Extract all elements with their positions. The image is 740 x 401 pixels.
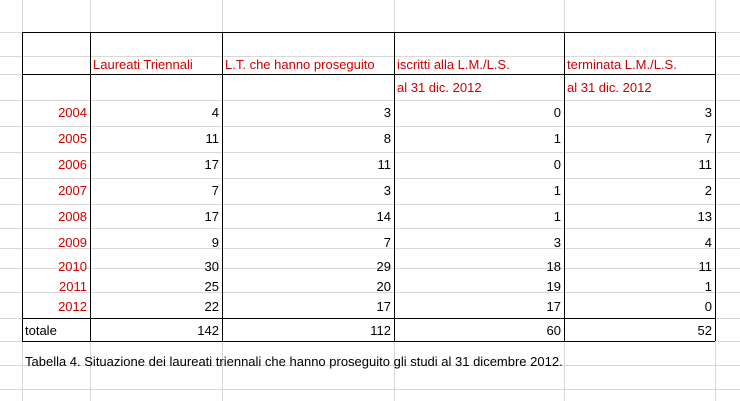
table-cell-proseguito: 11 <box>377 157 391 172</box>
grid-line-horizontal <box>0 178 740 179</box>
table-cell-proseguito: 14 <box>376 209 391 224</box>
table-cell-iscritti: 3 <box>553 235 561 250</box>
table-cell-terminata: 7 <box>704 131 712 146</box>
table-cell-proseguito: 17 <box>376 299 391 314</box>
table-cell-terminata: 2 <box>704 183 712 198</box>
table-border-horizontal <box>22 32 715 33</box>
grid-line-horizontal <box>0 100 740 101</box>
table-border-horizontal <box>22 74 715 75</box>
totals-cell-laureati: 142 <box>197 323 219 338</box>
header-cell: iscritti alla L.M./L.S. <box>397 57 510 72</box>
table-caption: Tabella 4. Situazione dei laureati triennali che hanno proseguito gli studi al 31 dicembre 2012. <box>25 354 563 369</box>
table-cell-laureati: 11 <box>205 131 219 146</box>
row-year-label: 2004 <box>58 105 87 120</box>
grid-line-horizontal <box>0 126 740 127</box>
table-cell-iscritti: 1 <box>553 209 561 224</box>
table-cell-iscritti: 18 <box>546 259 561 274</box>
table-cell-laureati: 25 <box>204 279 219 294</box>
table-cell-terminata: 13 <box>697 209 712 224</box>
row-year-label: 2011 <box>59 279 87 294</box>
table-cell-proseguito: 29 <box>376 259 391 274</box>
table-border-horizontal <box>22 318 715 319</box>
grid-line-horizontal <box>0 152 740 153</box>
header-cell-line2: al 31 dic. 2012 <box>567 80 652 95</box>
table-cell-iscritti: 1 <box>553 131 561 146</box>
table-border-vertical <box>715 32 716 341</box>
row-year-label: 2010 <box>58 259 87 274</box>
row-year-label: 2005 <box>58 131 87 146</box>
grid-line-horizontal <box>0 389 740 390</box>
header-cell: terminata L.M./L.S. <box>567 57 677 72</box>
header-cell: Laureati Triennali <box>93 57 193 72</box>
totals-cell-iscritti: 60 <box>546 323 561 338</box>
table-cell-proseguito: 20 <box>376 279 391 294</box>
table-cell-proseguito: 7 <box>383 235 391 250</box>
table-cell-terminata: 4 <box>704 235 712 250</box>
grid-line-horizontal <box>0 228 740 229</box>
grid-line-horizontal <box>0 204 740 205</box>
table-cell-iscritti: 19 <box>546 279 561 294</box>
table-cell-laureati: 7 <box>211 183 219 198</box>
totals-cell-terminata: 52 <box>697 323 712 338</box>
table-cell-terminata: 11 <box>698 157 712 172</box>
row-year-label: 2006 <box>58 157 87 172</box>
table-cell-iscritti: 0 <box>553 157 561 172</box>
row-year-label: 2009 <box>58 235 87 250</box>
table-cell-proseguito: 8 <box>383 131 391 146</box>
table-cell-proseguito: 3 <box>383 105 391 120</box>
table-cell-laureati: 9 <box>211 235 219 250</box>
table-cell-proseguito: 3 <box>383 183 391 198</box>
header-cell-line2: al 31 dic. 2012 <box>397 80 482 95</box>
table-cell-iscritti: 1 <box>553 183 561 198</box>
row-year-label: 2012 <box>58 299 87 314</box>
table-cell-laureati: 17 <box>204 157 219 172</box>
table-cell-laureati: 17 <box>204 209 219 224</box>
table-cell-terminata: 11 <box>698 259 712 274</box>
table-cell-terminata: 1 <box>704 279 712 294</box>
table-cell-laureati: 22 <box>204 299 219 314</box>
row-year-label: 2008 <box>58 209 87 224</box>
table-cell-iscritti: 0 <box>553 105 561 120</box>
totals-cell-proseguito: 112 <box>370 323 391 338</box>
header-cell: L.T. che hanno proseguito <box>225 57 375 72</box>
table-cell-iscritti: 17 <box>546 299 561 314</box>
totals-label: totale <box>25 323 57 338</box>
row-year-label: 2007 <box>58 183 87 198</box>
table-cell-terminata: 3 <box>704 105 712 120</box>
table-border-horizontal <box>22 341 715 342</box>
table-cell-terminata: 0 <box>704 299 712 314</box>
table-cell-laureati: 30 <box>204 259 219 274</box>
table-cell-laureati: 4 <box>211 105 219 120</box>
